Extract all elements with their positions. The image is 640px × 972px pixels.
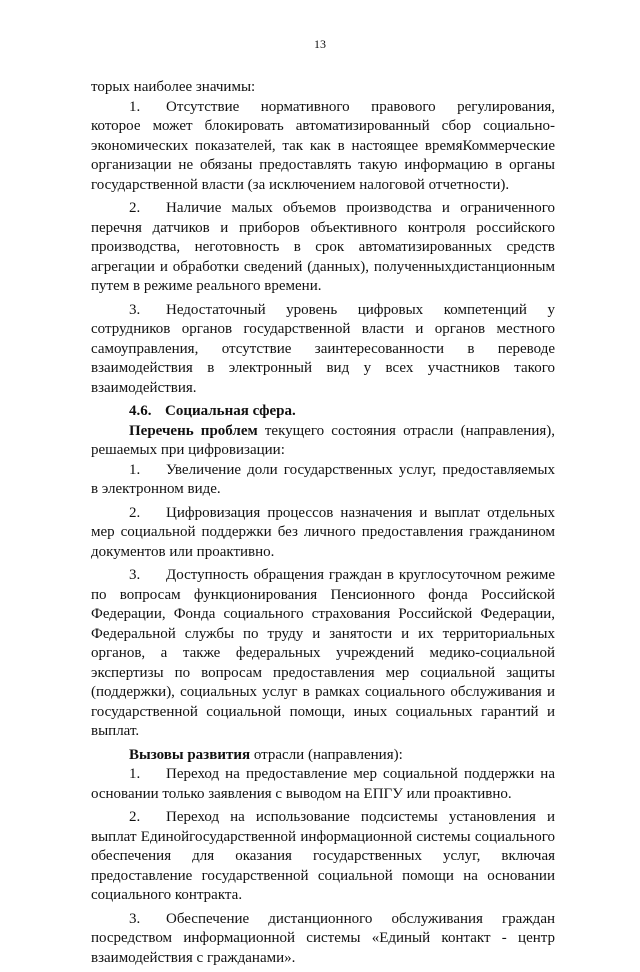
list-item-number: 1. (129, 461, 141, 478)
challenges-lead-bold: Вызовы развития (129, 746, 251, 763)
list-item-text: Наличие малых объемов производства и ограниченного перечня датчиков и приборов объективного контроля российского производства, неготовность в срок автоматизированных средств агрегации и обработки сведений (данных), полученныхдистанционным путем в режиме реального времени. (91, 200, 555, 294)
list-item-text: Переход на предоставление мер социальной поддержки на основании только заявления с выводом на ЕПГУ или проактивно. (91, 766, 555, 802)
list-item-text: Переход на использование подсистемы установления и выплат Единойгосударственной информационной системы социального обеспечения для оказания государственных услуг, включая предоставление государственной социальной помощи на основании социального контракта. (91, 809, 555, 903)
challenges-lead-rest: отрасли (направления): (250, 746, 403, 763)
list-item-number: 1. (129, 766, 141, 782)
list-item-text: Недостаточный уровень цифровых компетенций у сотрудников органов государственной власти и органов местного самоуправления, отсутствие заинтересованности в переводе взаимодействия в электронный вид у всех участников такого взаимодействия. (91, 301, 555, 396)
section-heading (91, 402, 555, 422)
problems-lead-rest: текущего состояния отрасли (направления), решаемых при цифровизации: (91, 422, 556, 458)
list-item (91, 98, 555, 196)
list-item-number: 3. (129, 301, 141, 318)
challenges-list (91, 765, 555, 968)
list-item-text: Увеличение доли государственных услуг, предоставляемых в электронном виде. (91, 461, 555, 497)
document-body (91, 78, 555, 972)
section-title: Социальная сфера. (165, 403, 296, 419)
page-number: 13 (314, 37, 326, 51)
list-item (91, 461, 555, 500)
list-item (91, 504, 555, 563)
list-item-number: 3. (129, 567, 141, 583)
list-item (91, 910, 555, 969)
section-number: 4.6. (129, 403, 152, 419)
list-item (91, 566, 555, 742)
problems-list-1 (91, 98, 555, 399)
list-item-text: Цифровизация процессов назначения и выплат отдельных мер социальной поддержки без личного предоставления гражданином документов или проактивно. (91, 504, 555, 560)
list-item (91, 301, 555, 399)
list-item-text: Обеспечение дистанционного обслуживания граждан посредством информационной системы «Единый контакт - центр взаимодействия с гражданами». (91, 910, 555, 966)
intro-fragment: торых наиболее значимы: (91, 79, 256, 95)
problems-lead-bold: Перечень проблем (129, 422, 258, 439)
problems-list-2 (91, 461, 555, 742)
list-item-number: 1. (129, 98, 141, 115)
list-item (91, 765, 555, 804)
list-item-number: 3. (129, 910, 141, 927)
list-item-text: Отсутствие нормативного правового регулирования, которое может блокировать автоматизированный сбор социально-экономических показателей, так как в настоящее времяКоммерческие организации не обязаны предоставлять такую информацию в органы государственной власти (за исключением налоговой отчетности). (91, 98, 555, 193)
problems-lead (91, 422, 555, 461)
list-item-text: Доступность обращения граждан в круглосуточном режиме по вопросам функционирования Пенсионного фонда Российской Федерации, Фонда социального страхования Российской Федерации, Федеральной службы по труду и занятости и их территориальных органов, а также федеральных учреждений медико-социальной экспертизы по вопросам предоставления мер социальной защиты (поддержки), социальных услуг в рамках социального обслуживания и государственной социальной помощи, иных социальных гарантий и выплат. (91, 567, 555, 739)
list-item-number: 2. (129, 809, 141, 825)
list-item (91, 808, 555, 906)
list-item-number: 2. (129, 200, 141, 216)
list-item (91, 199, 555, 297)
list-item-number: 2. (129, 504, 141, 521)
challenges-lead (91, 746, 555, 766)
